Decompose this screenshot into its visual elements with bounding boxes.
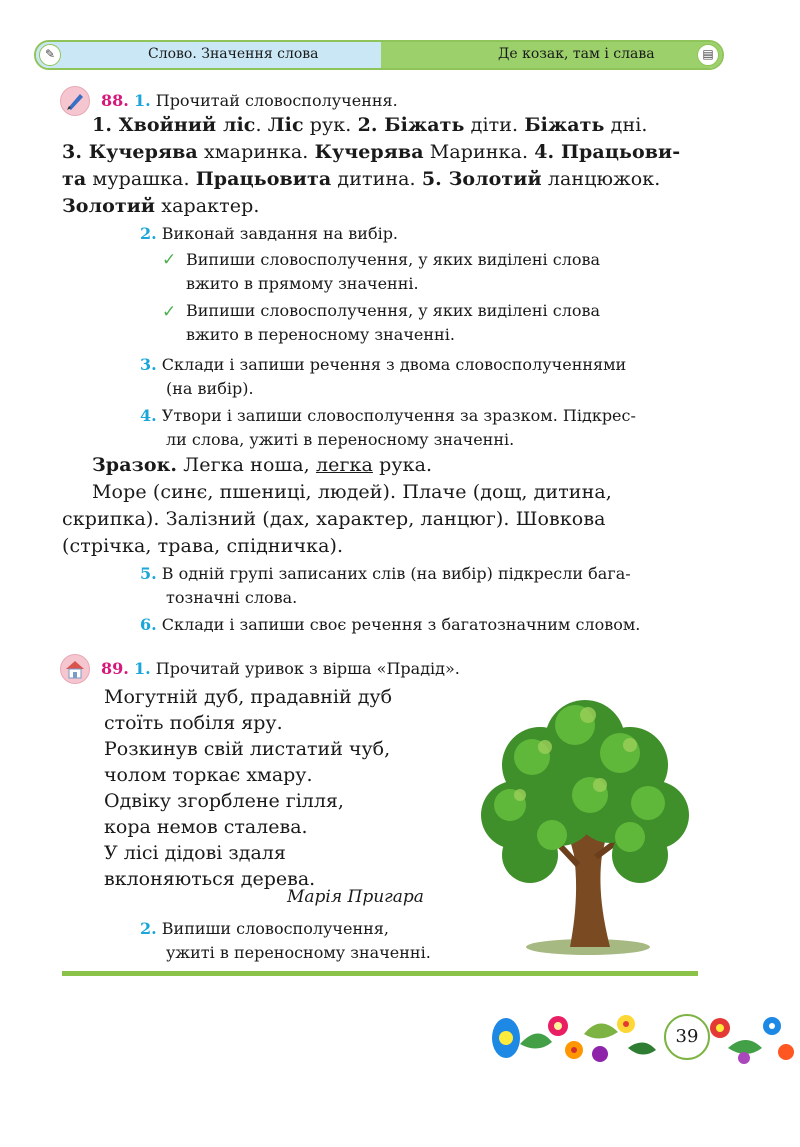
phrase-bold: Кучерява [314, 141, 424, 163]
task89-step2-text: Випиши словосполучення, [161, 919, 389, 938]
writing-task-icon [60, 86, 90, 116]
checkmark-icon: ✓ [162, 302, 177, 322]
header-bar [34, 40, 724, 70]
sample-line [92, 452, 432, 479]
phrase-bold: Біжать [524, 114, 605, 136]
poem-line: вклоняються дерева. [104, 868, 316, 890]
option2-line1: Випиши словосполучення, у яких виділені слова [186, 301, 601, 320]
exercise-line-2: скрипка). Залізний (дах, характер, ланцюг). Шовкова [62, 508, 606, 530]
phrase-text: характер. [155, 195, 260, 217]
task88-step5-number: 5. [140, 564, 157, 583]
sample-label: Зразок. [92, 454, 178, 476]
book-icon: ▤ [697, 44, 719, 66]
phrase-text: хмаринка. [197, 141, 315, 163]
task88-step6-text: Склади і запиши своє речення з багатозначним словом. [161, 615, 641, 634]
task88-step4-line2: ли слова, ужиті в переносному значенні. [166, 430, 515, 449]
task88-step6-number: 6. [140, 615, 157, 634]
poem-line: стоїть побіля яру. [104, 712, 283, 734]
task89-step1-text: Прочитай уривок з вірша «Прадід». [155, 659, 460, 678]
task88-step6 [140, 613, 640, 637]
header-left-title: Слово. Значення слова [148, 46, 319, 62]
home-task-icon [60, 654, 90, 684]
phrase-bold: 2. Біжать [357, 114, 465, 136]
phrase-bold: 5. Золотий [421, 168, 542, 190]
task88-step5-line1 [140, 562, 631, 586]
checkmark-icon: ✓ [162, 250, 177, 270]
task88-step3-line1 [140, 353, 626, 377]
poem-author: Марія Пригара [287, 887, 424, 907]
task88-step2-number: 2. [140, 224, 157, 243]
task88-step4-line1 [140, 404, 636, 428]
task88-step2-text: Виконай завдання на вибір. [161, 224, 399, 243]
poem-line: кора немов сталева. [104, 816, 308, 838]
phrase-text: дні. [604, 114, 648, 136]
phrase-bold: Золотий [62, 195, 156, 217]
poem-line: У лісі дідові здаля [104, 842, 286, 864]
pen-icon: ✎ [39, 44, 61, 66]
phrase-text: мурашка. [86, 168, 196, 190]
option1-line2: вжито в прямому значенні. [186, 274, 419, 293]
option1-line1: Випиши словосполучення, у яких виділені слова [186, 250, 601, 269]
phrase-text: ланцюжок. [541, 168, 661, 190]
poem-line: чолом торкає хмару. [104, 764, 313, 786]
task88-step4-number: 4. [140, 406, 157, 425]
task89-step2-line1 [140, 917, 389, 941]
phrase-bold: Ліс [267, 114, 304, 136]
phrases-line-4 [62, 193, 260, 220]
option2-line2: вжито в переносному значенні. [186, 325, 455, 344]
phrases-line-1 [92, 112, 648, 139]
task88-step1-number: 1. [133, 91, 151, 110]
page-number: 39 [664, 1014, 710, 1060]
task89-step2-line2: ужиті в переносному значенні. [166, 943, 431, 962]
phrase-bold: ліс [222, 114, 256, 136]
task88-step3-text: Склади і запиши речення з двома словосполученнями [161, 355, 627, 374]
task88-step2 [140, 222, 398, 246]
poem [104, 684, 392, 892]
task88-number: 88. [101, 91, 129, 110]
phrase-bold: та [62, 168, 87, 190]
oak-tree-illustration [470, 685, 700, 960]
phrase-text: діти. [464, 114, 525, 136]
task88-step5-line2: тозначні слова. [166, 588, 298, 607]
phrases-line-3 [62, 166, 660, 193]
header-right-title: Де козак, там і слава [498, 46, 655, 62]
task88-step5-text: В одній групі записаних слів (на вибір) підкресли бага- [161, 564, 631, 583]
poem-line: Одвіку згорблене гілля, [104, 790, 344, 812]
phrase-bold: 1. Хвойний [92, 114, 223, 136]
task88-step3-number: 3. [140, 355, 157, 374]
task89-step1 [101, 657, 460, 681]
section-divider [62, 971, 698, 976]
phrases-line-2 [62, 139, 680, 166]
task89-step1-number: 1. [133, 659, 151, 678]
phrase-bold: 4. Працьови- [534, 141, 681, 163]
task89-number: 89. [101, 659, 129, 678]
phrase-text: рук. [303, 114, 358, 136]
floral-ornament [488, 1004, 800, 1070]
task89-step2-number: 2. [140, 919, 157, 938]
exercise-line-3: (стрічка, трава, спідничка). [62, 535, 344, 557]
task88-step1 [101, 89, 398, 113]
phrase-text: дитина. [331, 168, 422, 190]
task88-step1-text: Прочитай словосполучення. [155, 91, 398, 110]
poem-line: Розкинув свій листатий чуб, [104, 738, 391, 760]
exercise-line-1: Море (синє, пшениці, людей). Плаче (дощ, дитина, [92, 481, 612, 503]
phrase-text: Маринка. [423, 141, 535, 163]
sample-text: Легка ноша, [177, 454, 316, 476]
phrase-bold: 3. Кучерява [62, 141, 198, 163]
poem-line: Могутній дуб, прадавній дуб [104, 686, 393, 708]
task88-step4-text: Утвори і запиши словосполучення за зразком. Підкрес- [161, 406, 636, 425]
sample-underlined-word: легка [315, 454, 373, 476]
sample-text: рука. [372, 454, 433, 476]
phrase-text: . [255, 114, 268, 136]
task88-step3-line2: (на вибір). [166, 379, 254, 398]
phrase-bold: Працьовита [195, 168, 332, 190]
